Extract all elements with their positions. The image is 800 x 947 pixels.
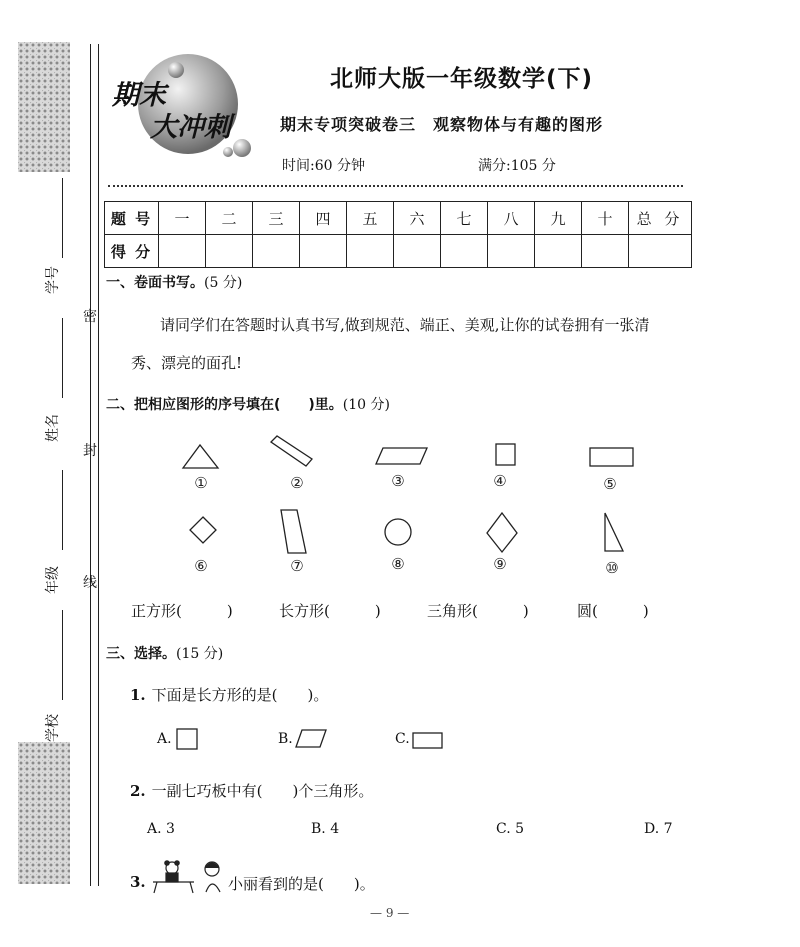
q1-shape-a-square bbox=[177, 729, 197, 749]
q2-option-d[interactable]: D. 7 bbox=[644, 821, 673, 837]
col-9: 九 bbox=[535, 202, 582, 235]
question-3-text: 小丽看到的是( )。 bbox=[228, 875, 375, 893]
seal-char-xian: 线 bbox=[83, 575, 97, 591]
q2-option-c[interactable]: C. 5 bbox=[496, 821, 525, 837]
shape-number-5: ⑤ bbox=[603, 475, 617, 493]
shape-number-8: ⑧ bbox=[391, 555, 405, 573]
question-3-number: 3. bbox=[130, 873, 146, 891]
section-2-title: 二、把相应图形的序号填在( )里。 bbox=[106, 397, 343, 413]
page-subtitle: 期末专项突破卷三 观察物体与有趣的图形 bbox=[280, 115, 604, 134]
student-id-label: 学号 bbox=[45, 266, 61, 294]
col-10: 十 bbox=[582, 202, 629, 235]
col-2: 二 bbox=[206, 202, 253, 235]
shape-number-6: ⑥ bbox=[194, 557, 208, 575]
shape-10-right-triangle bbox=[605, 513, 623, 551]
question-2 bbox=[130, 780, 373, 801]
fill-square[interactable]: 正方形( ) bbox=[131, 602, 233, 620]
row-label-question: 题 号 bbox=[105, 202, 159, 235]
section-3-points: (15 分) bbox=[176, 646, 224, 662]
logo-text-2: 大冲刺 bbox=[150, 112, 231, 143]
q1-option-c-label: C. bbox=[395, 731, 410, 747]
school-line bbox=[62, 610, 63, 700]
q3-girl-body bbox=[206, 884, 220, 892]
shape-number-9: ⑨ bbox=[493, 555, 507, 573]
seal-char-feng: 封 bbox=[83, 443, 97, 459]
shape-number-2: ② bbox=[290, 474, 304, 492]
time-limit: 时间:60 分钟 bbox=[282, 158, 365, 174]
q1-shape-c-rectangle bbox=[413, 733, 442, 748]
section-3-title: 三、选择。 bbox=[106, 646, 176, 662]
name-label: 姓名 bbox=[45, 414, 61, 442]
page-number: — 9 — bbox=[370, 906, 410, 920]
q3-panda-ear bbox=[165, 861, 169, 865]
full-score: 满分:105 分 bbox=[478, 158, 556, 174]
school-label: 学校 bbox=[45, 714, 61, 742]
q1-option-b-label: B. bbox=[278, 731, 293, 747]
section-1-title: 一、卷面书写。 bbox=[106, 275, 204, 291]
q1-option-a-label: A. bbox=[157, 731, 172, 747]
shape-number-10: ⑩ bbox=[605, 559, 619, 577]
shape-1-triangle bbox=[183, 445, 218, 468]
shape-7-trapezoid bbox=[281, 510, 306, 553]
shape-9-rhombus bbox=[487, 513, 517, 552]
shape-number-7: ⑦ bbox=[290, 557, 304, 575]
grade-label: 年级 bbox=[45, 566, 61, 594]
q2-option-a[interactable]: A. 3 bbox=[147, 821, 175, 837]
shape-3-parallelogram bbox=[376, 448, 427, 464]
binding-pattern-bottom bbox=[18, 742, 70, 884]
section-1-points: (5 分) bbox=[204, 275, 243, 291]
col-1: 一 bbox=[159, 202, 206, 235]
question-2-text: 一副七巧板中有( )个三角形。 bbox=[151, 782, 374, 800]
q3-table-leg bbox=[154, 882, 157, 893]
q3-table-leg bbox=[190, 882, 193, 893]
question-3 bbox=[130, 873, 152, 891]
q3-panda-ear bbox=[175, 861, 179, 865]
q3-illustration bbox=[150, 858, 230, 894]
q1-shape-b-parallelogram bbox=[296, 730, 326, 747]
col-8: 八 bbox=[488, 202, 535, 235]
q1-option-shapes bbox=[0, 720, 800, 760]
col-4: 四 bbox=[300, 202, 347, 235]
shape-6-diamond bbox=[190, 517, 216, 543]
row-label-score: 得 分 bbox=[105, 235, 159, 268]
question-1-text: 下面是长方形的是( )。 bbox=[151, 686, 329, 704]
shape-4-square bbox=[496, 444, 515, 465]
shape-2-tilted-rectangle bbox=[271, 436, 312, 466]
col-total: 总 分 bbox=[629, 202, 692, 235]
seal-char-mi: 密 bbox=[83, 309, 97, 325]
page-title: 北师大版一年级数学(下) bbox=[330, 66, 594, 92]
shape-5-rectangle bbox=[590, 448, 633, 466]
q2-option-b[interactable]: B. 4 bbox=[311, 821, 340, 837]
question-1-number: 1. bbox=[130, 686, 146, 704]
logo-text-1: 期末 bbox=[112, 80, 166, 111]
section-1-line-1: 请同学们在答题时认真书写,做到规范、端正、美观,让你的试卷拥有一张清 bbox=[160, 316, 650, 334]
shape-number-3: ③ bbox=[391, 472, 405, 490]
section-3-heading bbox=[106, 643, 223, 663]
fill-triangle[interactable]: 三角形( ) bbox=[427, 602, 529, 620]
shape-8-circle bbox=[385, 519, 411, 545]
shape-number-1: ① bbox=[194, 474, 208, 492]
q3-panda-body bbox=[166, 873, 178, 882]
section-2-points: (10 分) bbox=[342, 397, 390, 413]
section-1-line-2: 秀、漂亮的面孔! bbox=[131, 354, 243, 372]
col-5: 五 bbox=[347, 202, 394, 235]
question-1 bbox=[130, 684, 328, 705]
col-3: 三 bbox=[253, 202, 300, 235]
fill-rectangle[interactable]: 长方形( ) bbox=[279, 602, 381, 620]
question-2-number: 2. bbox=[130, 782, 146, 800]
col-7: 七 bbox=[441, 202, 488, 235]
shape-number-4: ④ bbox=[493, 472, 507, 490]
fill-circle[interactable]: 圆( ) bbox=[577, 602, 649, 620]
col-6: 六 bbox=[394, 202, 441, 235]
